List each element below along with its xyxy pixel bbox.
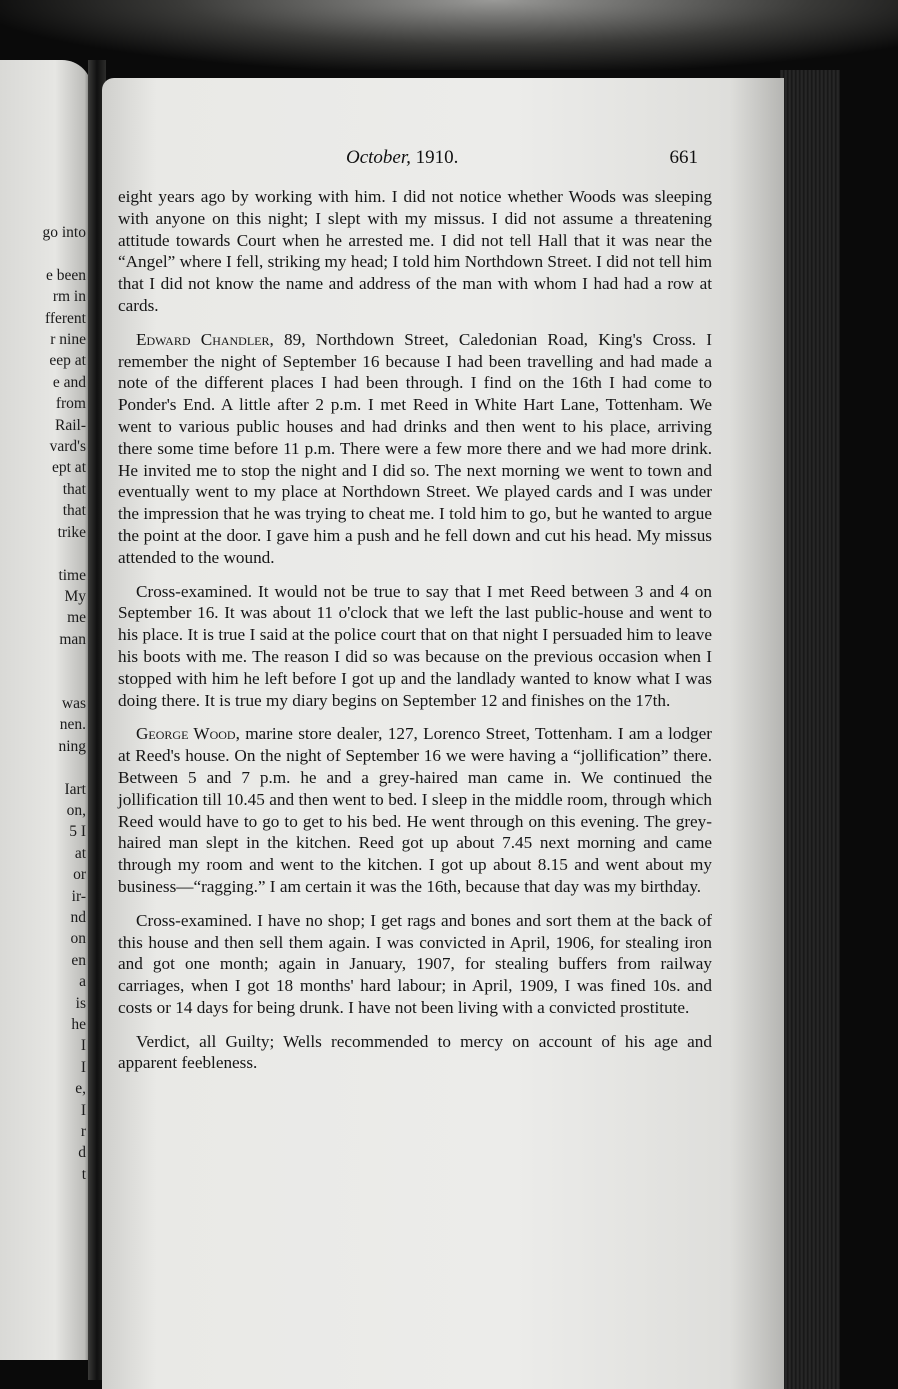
left-fragment-line: en <box>71 951 86 969</box>
left-fragment-line <box>0 650 86 671</box>
left-fragment-line: Rail- <box>55 416 86 434</box>
left-fragment-line: is <box>75 994 86 1012</box>
left-fragment-line: eep at <box>49 352 86 370</box>
left-fragment-line: on <box>70 930 86 948</box>
left-fragment-line: I <box>80 1058 86 1076</box>
left-fragment-line <box>0 543 86 564</box>
left-fragment-line: time <box>58 566 86 584</box>
left-fragment-line: fferent <box>44 309 86 327</box>
left-fragment-line: that <box>62 480 86 498</box>
left-fragment-line: trike <box>57 523 86 541</box>
left-fragment-line: or <box>73 866 86 884</box>
left-fragment-line: at <box>74 844 86 862</box>
left-fragment-line: t <box>81 1165 86 1183</box>
left-fragment-line <box>0 672 86 693</box>
witness-name: George Wood <box>136 724 236 744</box>
left-fragment-line: a <box>79 973 86 991</box>
left-fragment-line: man <box>59 630 86 648</box>
top-background <box>0 0 898 70</box>
left-fragment-line: was <box>61 694 86 712</box>
paragraph-continuation: eight years ago by working with him. I did not notice whether Woods was sleeping with anyone on this night; I slept with my missus. I did not assume a threatening attitude towards Court when he arrested me. I did not tell Hall that it was near the “Angel” where I fell, striking my head; I told him Northdown Street. I did not tell him that I did not know the name and address of the man with whom I had had a row at cards. <box>118 187 712 315</box>
left-fragment-line: go into <box>42 224 86 241</box>
paragraph-wood-cross: Cross-examined. I have no shop; I get rags and bones and sort them at the back of this house and then sell them again. I was convicted in April, 1906, for stealing iron and got one month; again in January, 1907, for stealing buffers from railway carriages, when I got 18 months' hard labour; in April, 1909, I was fined 10s. and costs or 14 days for being drunk. I have not been living with a convicted prostitute. <box>118 910 712 1017</box>
paragraph-chandler-testimony <box>118 329 712 569</box>
left-fragment-line: r nine <box>50 331 86 349</box>
running-header <box>118 147 698 171</box>
left-fragment-line: ept at <box>52 459 86 477</box>
left-fragment-line: e been <box>45 266 86 284</box>
left-facing-page <box>0 60 92 1360</box>
left-fragment-line: rm in <box>52 288 86 306</box>
left-fragment-line: on, <box>66 801 86 819</box>
left-fragment-line: e, <box>75 1080 86 1098</box>
page-number: 661 <box>669 147 698 168</box>
left-fragment-line: he <box>71 1016 86 1034</box>
paragraph-verdict: Verdict, all Guilty; Wells recommended to mercy on account of his age and apparent feebleness. <box>118 1031 712 1073</box>
left-fragment-line: I <box>80 1101 86 1119</box>
header-year: 1910. <box>415 147 459 168</box>
left-fragment-line: 5 I <box>69 823 86 841</box>
paragraph-wood-testimony <box>118 723 712 897</box>
left-page-text-fragments <box>0 222 86 1185</box>
book-page-edge <box>780 70 840 1389</box>
left-fragment-line <box>0 243 86 264</box>
left-fragment-line: I <box>80 1037 86 1055</box>
left-fragment-line: nen. <box>59 716 86 734</box>
left-fragment-line: d <box>78 1144 86 1162</box>
left-fragment-line: e and <box>52 373 86 391</box>
left-fragment-line: r <box>80 1123 86 1141</box>
paragraph-chandler-cross: Cross-examined. It would not be true to say that I met Reed between 3 and 4 on September 16. It was about 11 o'clock that we left the last public-house and went to his place. It is true I said at the police court that on that night I persuaded him to leave his boots with me. The reason I did so was because on the previous occasion when I stopped with him he left before I got up and the landlady wanted to know what I was doing there. It is true my diary begins on September 12 and finishes on the 17th. <box>118 581 712 710</box>
testimony-text: , marine store dealer, 127, Lorenco Street, Tottenham. I am a lodger at Reed's house. On the night of September 16 we were having a “jollification” there. Between 5 and 7 p.m. he and a grey-haired man came in. We continued the jollification till 10.45 and then went to bed. I sleep in the middle room, through which Reed would have to go to get to his bed. He went through on this evening. The grey-haired man slept in the kitchen. Reed got up about 7.45 next morning and came through my room and went to the kitchen. I got up about 8.15 and went about my business—“ragging.” I am certain it was the 16th, because that day was my birthday. <box>118 724 712 896</box>
header-month: October, <box>346 147 411 168</box>
page-body <box>118 186 712 1086</box>
left-fragment-line: Iart <box>64 780 86 798</box>
left-fragment-line: me <box>67 609 86 627</box>
left-fragment-line: My <box>64 587 86 605</box>
left-fragment-line: vard's <box>49 438 86 456</box>
running-title <box>346 147 458 169</box>
left-fragment-line: that <box>62 502 86 520</box>
left-fragment-line: ir- <box>71 887 86 905</box>
witness-name: Edward Chandler <box>136 329 270 349</box>
left-fragment-line <box>0 757 86 778</box>
left-fragment-line: ning <box>58 737 86 755</box>
left-fragment-line: from <box>55 395 86 413</box>
testimony-text: , 89, Northdown Street, Caledonian Road, King's Cross. I remember the night of September 16 because I had been travelling and had made a note of the different places I had been through. I find on the 16th I had come to Ponder's End. A little after 2 p.m. I met Reed in White Hart Lane, Tottenham. We went to various public houses and had drinks and then went to his place, arriving there some time before 11 p.m. There were a few more there and we had more drink. He invited me to stop the night and I did so. The next morning we went to town and eventually went to my place at Northdown Street. We played cards and I was under the impression that he was trying to cheat me. I told him to go, but he wanted to argue the point at the door. I gave him a push and he fell down and cut his head. My missus attended to the wound. <box>118 329 713 567</box>
left-fragment-line: nd <box>70 909 86 926</box>
